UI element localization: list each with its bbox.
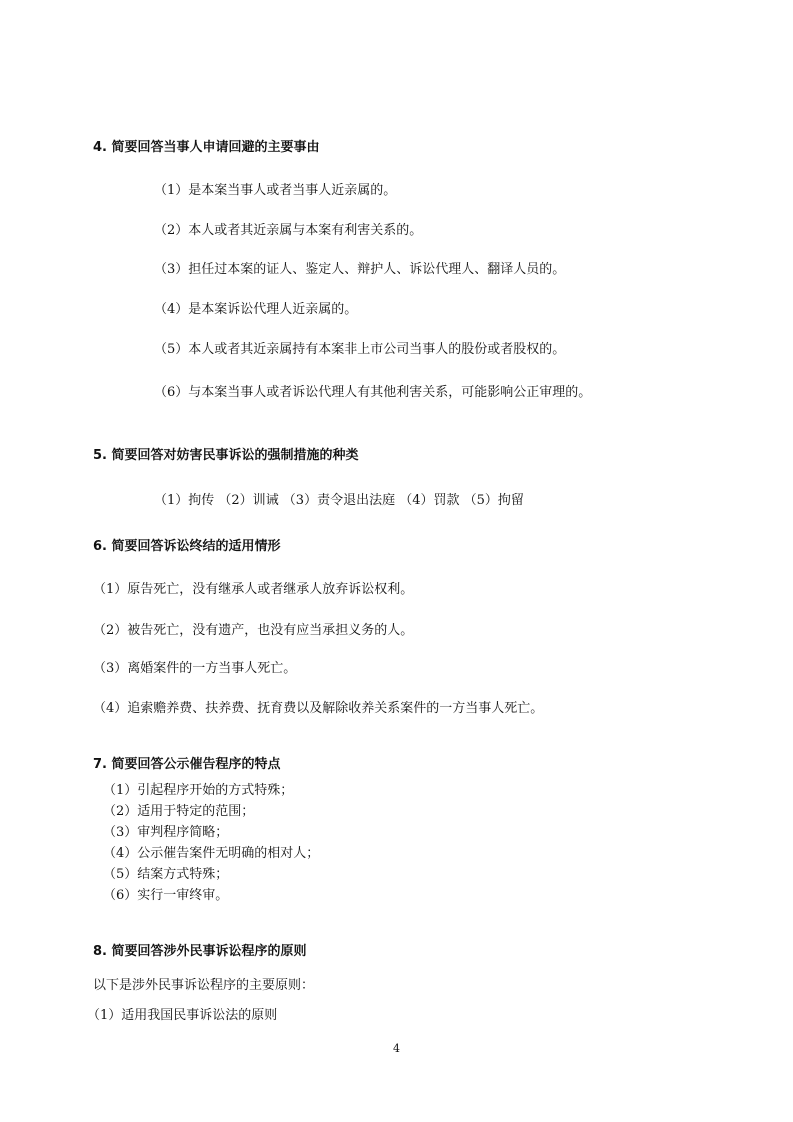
list-item: （1）引起程序开始的方式特殊； bbox=[103, 783, 294, 798]
list-item: （2）被告死亡，没有遗产，也没有应当承担义务的人。 bbox=[93, 623, 414, 638]
section-heading: 4. 简要回答当事人申请回避的主要事由 bbox=[93, 140, 320, 155]
section-heading: 6. 简要回答诉讼终结的适用情形 bbox=[93, 539, 281, 554]
list-item: （3）审判程序简略； bbox=[103, 825, 229, 840]
list-item: （1）适用我国民事诉讼法的原则 bbox=[87, 1008, 278, 1023]
list-item: （2）本人或者其近亲属与本案有利害关系的。 bbox=[154, 223, 423, 238]
page-number: 4 bbox=[393, 1042, 400, 1055]
list-item: （3）担任过本案的证人、鉴定人、辩护人、诉讼代理人、翻译人员的。 bbox=[154, 262, 566, 277]
list-item: （2）适用于特定的范围； bbox=[103, 804, 255, 819]
list-item: （4）追索赡养费、扶养费、抚育费以及解除收养关系案件的一方当事人死亡。 bbox=[93, 701, 544, 716]
section-heading: 5. 简要回答对妨害民事诉讼的强制措施的种类 bbox=[93, 448, 359, 463]
list-item: （6）与本案当事人或者诉讼代理人有其他利害关系，可能影响公正审理的。 bbox=[154, 385, 592, 400]
list-item: （6）实行一审终审。 bbox=[103, 888, 229, 903]
list-item: （5）结案方式特殊； bbox=[103, 867, 229, 882]
list-item: （5）本人或者其近亲属持有本案非上市公司当事人的股份或者股权的。 bbox=[154, 342, 566, 357]
section-heading: 7. 简要回答公示催告程序的特点 bbox=[93, 757, 281, 772]
list-item: （3）离婚案件的一方当事人死亡。 bbox=[93, 661, 297, 676]
paragraph: 以下是涉外民事诉讼程序的主要原则： bbox=[93, 978, 315, 993]
list-item: （4）公示催告案件无明确的相对人； bbox=[103, 846, 320, 861]
section-heading: 8. 简要回答涉外民事诉讼程序的原则 bbox=[93, 944, 307, 959]
list-item: （1）是本案当事人或者当事人近亲属的。 bbox=[154, 183, 397, 198]
list-item: （1）拘传 （2）训诫 （3）责令退出法庭 （4）罚款 （5）拘留 bbox=[154, 493, 524, 508]
list-item: （4）是本案诉讼代理人近亲属的。 bbox=[154, 302, 358, 317]
list-item: （1）原告死亡，没有继承人或者继承人放弃诉讼权利。 bbox=[93, 582, 414, 597]
